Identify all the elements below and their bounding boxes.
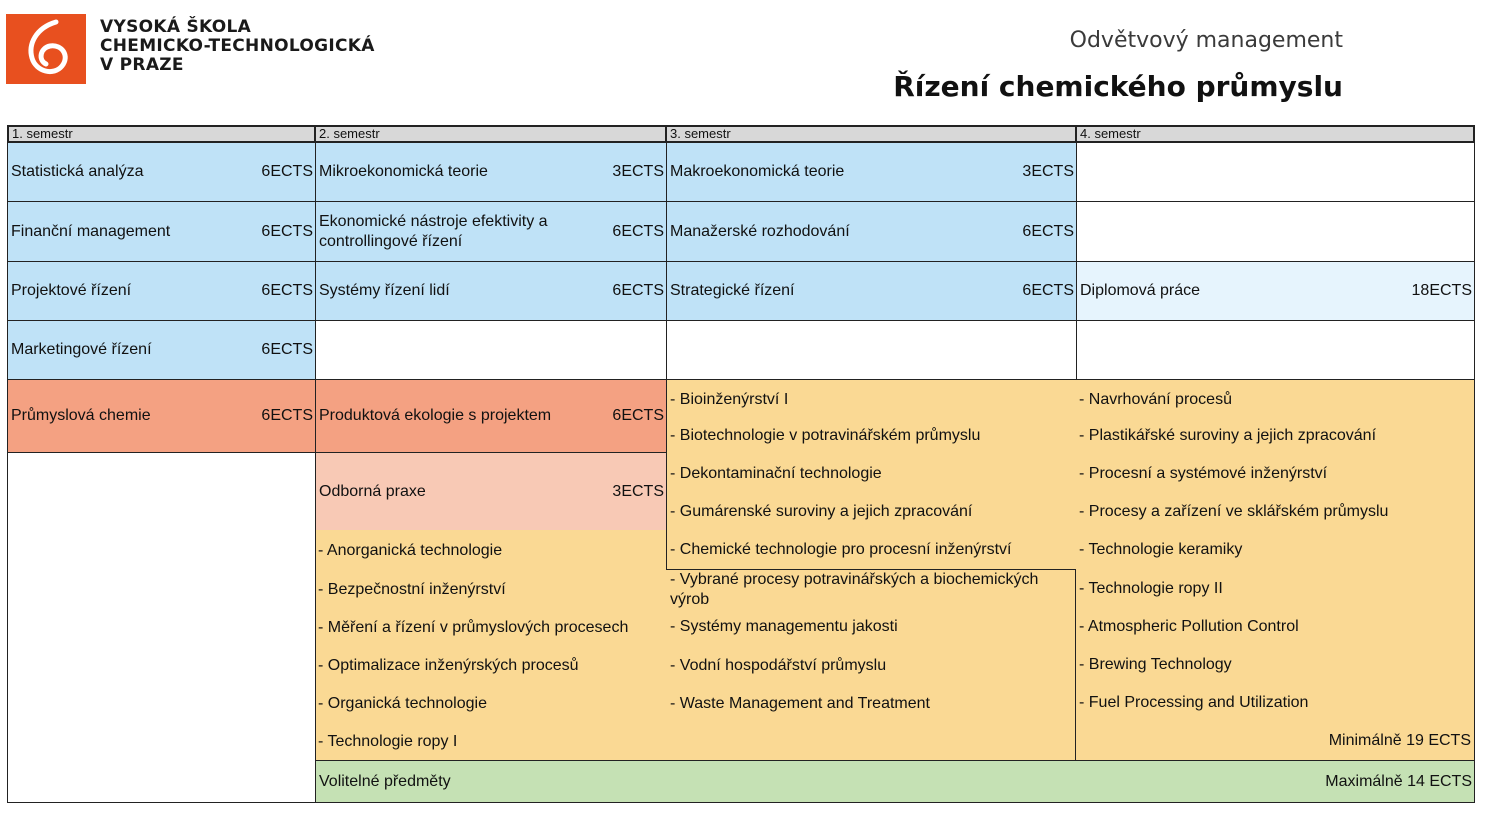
elective-list xyxy=(667,570,1075,760)
course-ects: 6ECTS xyxy=(612,222,664,240)
elective-item: - Waste Management and Treatment xyxy=(670,695,930,712)
elective-item: - Gumárenské suroviny a jejich zpracování xyxy=(670,503,973,520)
flask-swirl-icon xyxy=(6,14,86,84)
course-cell xyxy=(315,201,667,262)
elective-list xyxy=(1076,379,1475,761)
course-cell xyxy=(1076,261,1475,321)
course-ects: 6ECTS xyxy=(612,407,664,424)
course-name: Diplomová práce xyxy=(1080,282,1201,299)
elective-item: - Technologie keramiky xyxy=(1079,541,1243,558)
course-name: Statistická analýza xyxy=(11,163,144,180)
empty-cell xyxy=(315,320,667,380)
empty-cell xyxy=(1076,320,1475,380)
course-ects: 6ECTS xyxy=(261,282,313,299)
course-cell xyxy=(666,142,1077,202)
elective-item: - Vybrané procesy potravinářských a biochemických výrob xyxy=(670,571,1039,608)
elective-item: - Vodní hospodářství průmyslu xyxy=(670,657,887,674)
elective-item: - Bezpečnostní inženýrství xyxy=(318,581,506,598)
course-ects: 6ECTS xyxy=(1022,282,1074,299)
course-cell xyxy=(666,201,1077,262)
elective-item: - Procesy a zařízení ve sklářském průmyslu xyxy=(1079,503,1389,520)
course-cell xyxy=(7,261,316,321)
elective-item: - Navrhování procesů xyxy=(1079,391,1232,408)
volitelne-label: Volitelné předměty xyxy=(319,772,451,790)
elective-item: - Biotechnologie v potravinářském průmyslu xyxy=(670,427,981,444)
school-name-line: CHEMICKO-TECHNOLOGICKÁ xyxy=(100,36,375,56)
semester-header-3: 3. semestr xyxy=(665,125,1077,143)
school-name xyxy=(100,18,375,75)
volitelne-max-ects: Maximálně 14 ECTS xyxy=(1325,772,1472,790)
elective-item: - Brewing Technology xyxy=(1079,656,1232,673)
empty-cell xyxy=(7,452,316,803)
elective-item: - Dekontaminační technologie xyxy=(670,465,882,482)
elective-item: - Technologie ropy II xyxy=(1079,580,1223,597)
course-cell xyxy=(7,379,316,453)
elective-list xyxy=(315,530,667,760)
elective-min-ects: Minimálně 19 ECTS xyxy=(1328,732,1471,749)
course-name: Strategické řízení xyxy=(670,282,795,299)
elective-item: - Bioinženýrství I xyxy=(670,391,789,408)
course-name: Manažerské rozhodování xyxy=(670,222,850,240)
course-cell xyxy=(7,142,316,202)
elective-item: - Atmospheric Pollution Control xyxy=(1079,618,1299,635)
course-name: Průmyslová chemie xyxy=(11,407,151,424)
elective-item: - Organická technologie xyxy=(318,695,487,712)
elective-item: - Optimalizace inženýrských procesů xyxy=(318,657,579,674)
course-cell xyxy=(315,452,667,531)
elective-item: - Procesní a systémové inženýrství xyxy=(1079,465,1328,482)
elective-item: - Měření a řízení v průmyslových procesech xyxy=(318,619,629,636)
semester-header-2: 2. semestr xyxy=(314,125,667,143)
course-cell xyxy=(7,320,316,380)
course-name: Ekonomické nástroje efektivity a controllingové řízení xyxy=(319,212,548,250)
course-ects: 3ECTS xyxy=(1022,163,1074,180)
course-name: Marketingové řízení xyxy=(11,341,152,358)
elective-item: - Anorganická technologie xyxy=(318,542,503,559)
course-name: Makroekonomická teorie xyxy=(670,163,845,180)
elective-list xyxy=(667,379,1075,569)
course-cell xyxy=(7,201,316,262)
elective-item: - Plastikářské suroviny a jejich zpracování xyxy=(1079,427,1377,444)
course-cell xyxy=(315,142,667,202)
course-cell xyxy=(315,261,667,321)
course-ects: 6ECTS xyxy=(261,163,313,180)
course-name: Systémy řízení lidí xyxy=(319,282,450,299)
course-ects: 3ECTS xyxy=(612,163,664,180)
school-name-line: VYSOKÁ ŠKOLA xyxy=(100,17,252,37)
course-ects: 6ECTS xyxy=(261,341,313,358)
course-name: Projektové řízení xyxy=(11,282,132,299)
elective-item: - Technologie ropy I xyxy=(318,733,458,750)
course-ects: 6ECTS xyxy=(261,222,313,240)
course-name: Produktová ekologie s projektem xyxy=(319,407,552,424)
semester-header-1: 1. semestr xyxy=(7,125,316,143)
school-name-line: V PRAZE xyxy=(100,55,184,75)
empty-cell xyxy=(1076,201,1475,262)
volitelne-row xyxy=(315,760,1475,803)
course-ects: 18ECTS xyxy=(1411,282,1472,299)
course-name: Mikroekonomická teorie xyxy=(319,163,488,180)
course-name: Finanční management xyxy=(11,222,171,240)
elective-item: - Systémy managementu jakosti xyxy=(670,618,898,635)
course-name: Odborná praxe xyxy=(319,482,426,500)
semester-header-4: 4. semestr xyxy=(1075,125,1475,143)
course-ects: 6ECTS xyxy=(261,407,313,424)
empty-cell xyxy=(666,320,1077,380)
course-cell xyxy=(315,379,667,453)
course-ects: 3ECTS xyxy=(612,482,664,500)
page-subtitle: Odvětvový management xyxy=(1069,28,1343,53)
page-title: Řízení chemického průmyslu xyxy=(893,70,1343,103)
elective-item: - Chemické technologie pro procesní inženýrství xyxy=(670,541,1012,558)
empty-cell xyxy=(1076,142,1475,202)
elective-item: - Fuel Processing and Utilization xyxy=(1079,694,1309,711)
course-ects: 6ECTS xyxy=(612,282,664,299)
course-cell xyxy=(666,261,1077,321)
course-ects: 6ECTS xyxy=(1022,222,1074,240)
school-logo xyxy=(6,14,86,84)
